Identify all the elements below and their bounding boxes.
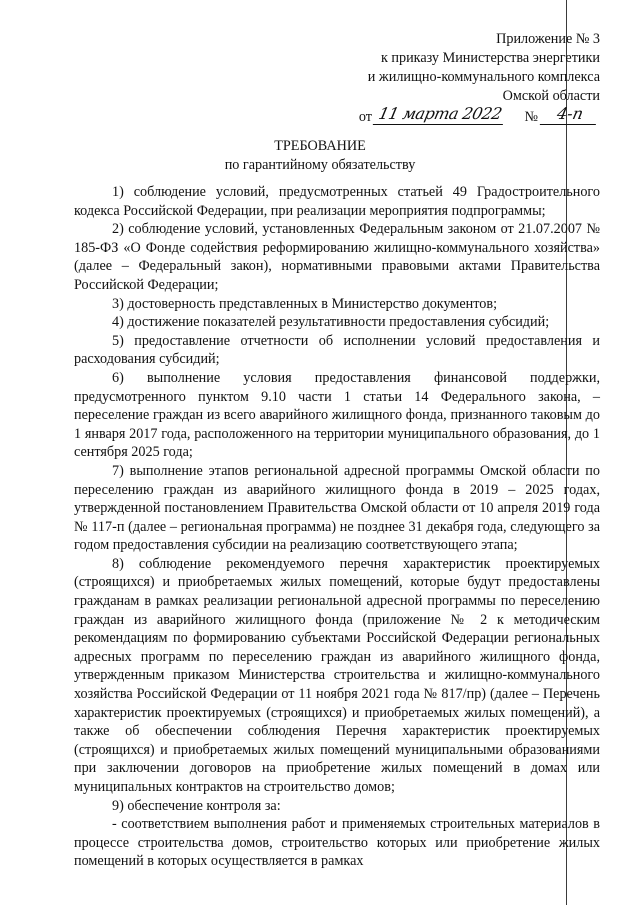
number-sign: № bbox=[524, 109, 538, 125]
date-prefix: от bbox=[358, 109, 372, 125]
document-title bbox=[0, 137, 640, 175]
order-date-line bbox=[270, 106, 600, 128]
appendix-region-line: Омской области bbox=[502, 88, 600, 104]
requirement-item: 2) соблюдение условий, установленных Федеральным законом от 21.07.2007 № 185-ФЗ «О Фонде содействия реформированию жилищно-коммунального хозяйства» (далее – Федеральный закон), нормативными правовыми актами Правительства Российской Федерации; bbox=[74, 221, 600, 293]
appendix-order-line: к приказу Министерства энергетики bbox=[380, 50, 600, 66]
requirement-item: 3) достоверность представленных в Министерство документов; bbox=[112, 295, 498, 312]
requirement-item: 7) выполнение этапов региональной адресной программы Омской области по переселению граждан из аварийного жилищного фонда в 2019 – 2025 годах, утвержденной постановлением Правительства Омской области от 10 апреля 2019 года № 117-п (далее – региональная программа) не позднее 31 декабря года, следующего за годом предоставления субсидии на реализацию соответствующего этапа; bbox=[74, 462, 600, 554]
requirement-item: 6) выполнение условия предоставления финансовой поддержки, предусмотренного пунктом 9.10 части 1 статьи 14 Федерального закона, – переселение граждан из всего аварийного жилищного фонда, признанного таковым до 1 января 2017 года, расположенного на территории муниципального образования, до 1 сентября 2025 года; bbox=[74, 369, 600, 461]
appendix-number: Приложение № 3 bbox=[496, 31, 600, 47]
appendix-header bbox=[270, 30, 600, 128]
appendix-ministry-line: и жилищно-коммунального комплекса bbox=[367, 69, 600, 85]
requirement-item: 8) соблюдение рекомендуемого перечня характеристик проектируемых (строящихся) и приобретаемых жилых помещений, которые будут предоставлены гражданам в рамках реализации региональной адресной программы по переселению граждан из аварийного жилищного фонда (приложение № 2 к методическим рекомендациям по формированию субъектами Российской Федерации региональных адресных программ по переселению граждан из аварийного жилищного фонда, утвержденным приказом Министерства строительства и жилищно-коммунального хозяйства Российской Федерации от 11 ноября 2021 года № 817/пр) (далее – Перечень характеристик проектируемых (строящихся) и приобретаемых жилых помещений), а также об обеспечении соблюдения Перечня характеристик проектируемых (строящихся) и приобретаемых жилых помещений муниципальными образованиями при заключении договоров на приобретение жилых помещений в домах или муниципальных контрактов на строительство домов; bbox=[74, 555, 600, 795]
requirement-item: 1) соблюдение условий, предусмотренных статьей 49 Градостроительного кодекса Российской Федерации, при реализации мероприятия подпрограммы; bbox=[74, 184, 600, 219]
requirement-subitem: - соответствием выполнения работ и применяемых строительных материалов в процессе строительства домов, строительство которых или приобретение жилых помещений в которых осуществляется в рамках bbox=[74, 816, 600, 870]
requirement-item: 5) предоставление отчетности об исполнении условий предоставления и расходования субсидий; bbox=[74, 332, 600, 368]
requirements-list bbox=[74, 183, 600, 871]
requirement-item: 9) обеспечение контроля за: bbox=[112, 797, 281, 814]
handwritten-order-number: 4-п bbox=[540, 104, 600, 125]
handwritten-date: 11 марта 2022 bbox=[373, 104, 507, 125]
requirement-item: 4) достижение показателей результативности предоставления субсидий; bbox=[112, 314, 550, 331]
title-subheading: по гарантийному обязательству bbox=[224, 157, 416, 173]
title-heading: ТРЕБОВАНИЕ bbox=[274, 138, 366, 154]
